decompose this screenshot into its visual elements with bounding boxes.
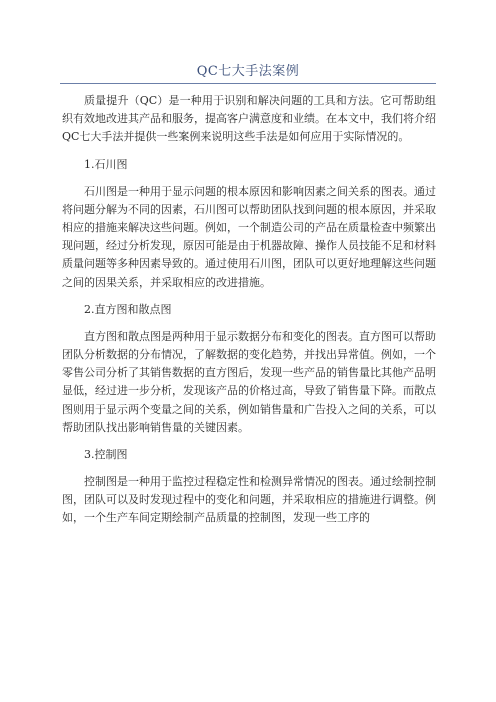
section-heading-ishikawa: 1.石川图 — [84, 157, 128, 171]
section-heading-histogram-scatter: 2.直方图和散点图 — [84, 302, 172, 316]
document-title: QC七大手法案例 — [196, 64, 300, 79]
section-paragraph-ishikawa: 石川图是一种用于显示问题的根本原因和影响因素之间关系的图表。通过将问题分解为不同的因素，石川图可以帮助团队找到问题的根本原因，并采取相应的措施来解决这些问题。例如，一个制造公司的产品在质量检查中频繁出现问题，经过分析发现，原因可能是由于机器故障、操作人员技能不足和材料质量问题等多种因素导致的。通过使用石川图，团队可以更好地理解这些问题之间的因果关系，并采取相应的改进措施。 — [62, 184, 436, 289]
title-divider — [60, 83, 436, 84]
section-paragraph-histogram-scatter: 直方图和散点图是两种用于显示数据分布和变化的图表。直方图可以帮助团队分析数据的分布情况，了解数据的变化趋势，并找出异常值。例如，一个零售公司分析了其销售数据的直方图后，发现一些产品的销售量比其他产品明显低，经过进一步分析，发现该产品的价格过高，导致了销售量下降。而散点图则用于显示两个变量之间的关系，例如销售量和广告投入之间的关系，可以帮助团队找出影响销售量的关键因素。 — [62, 329, 436, 434]
document-body — [62, 92, 436, 528]
intro-paragraph: 质量提升（QC）是一种用于识别和解决问题的工具和方法。它可帮助组织有效地改进其产品和服务，提高客户满意度和业绩。在本文中，我们将介绍QC七大手法并提供一些案例来说明这些手法是如何应用于实际情况的。 — [62, 94, 436, 144]
section-heading-control-chart: 3.控制图 — [84, 448, 128, 462]
section-paragraph-control-chart: 控制图是一种用于监控过程稳定性和检测异常情况的图表。通过绘制控制图，团队可以及时发现过程中的变化和问题，并采取相应的措施进行调整。例如，一个生产车间定期绘制产品质量的控制图，发现一些工序的 — [62, 475, 436, 525]
